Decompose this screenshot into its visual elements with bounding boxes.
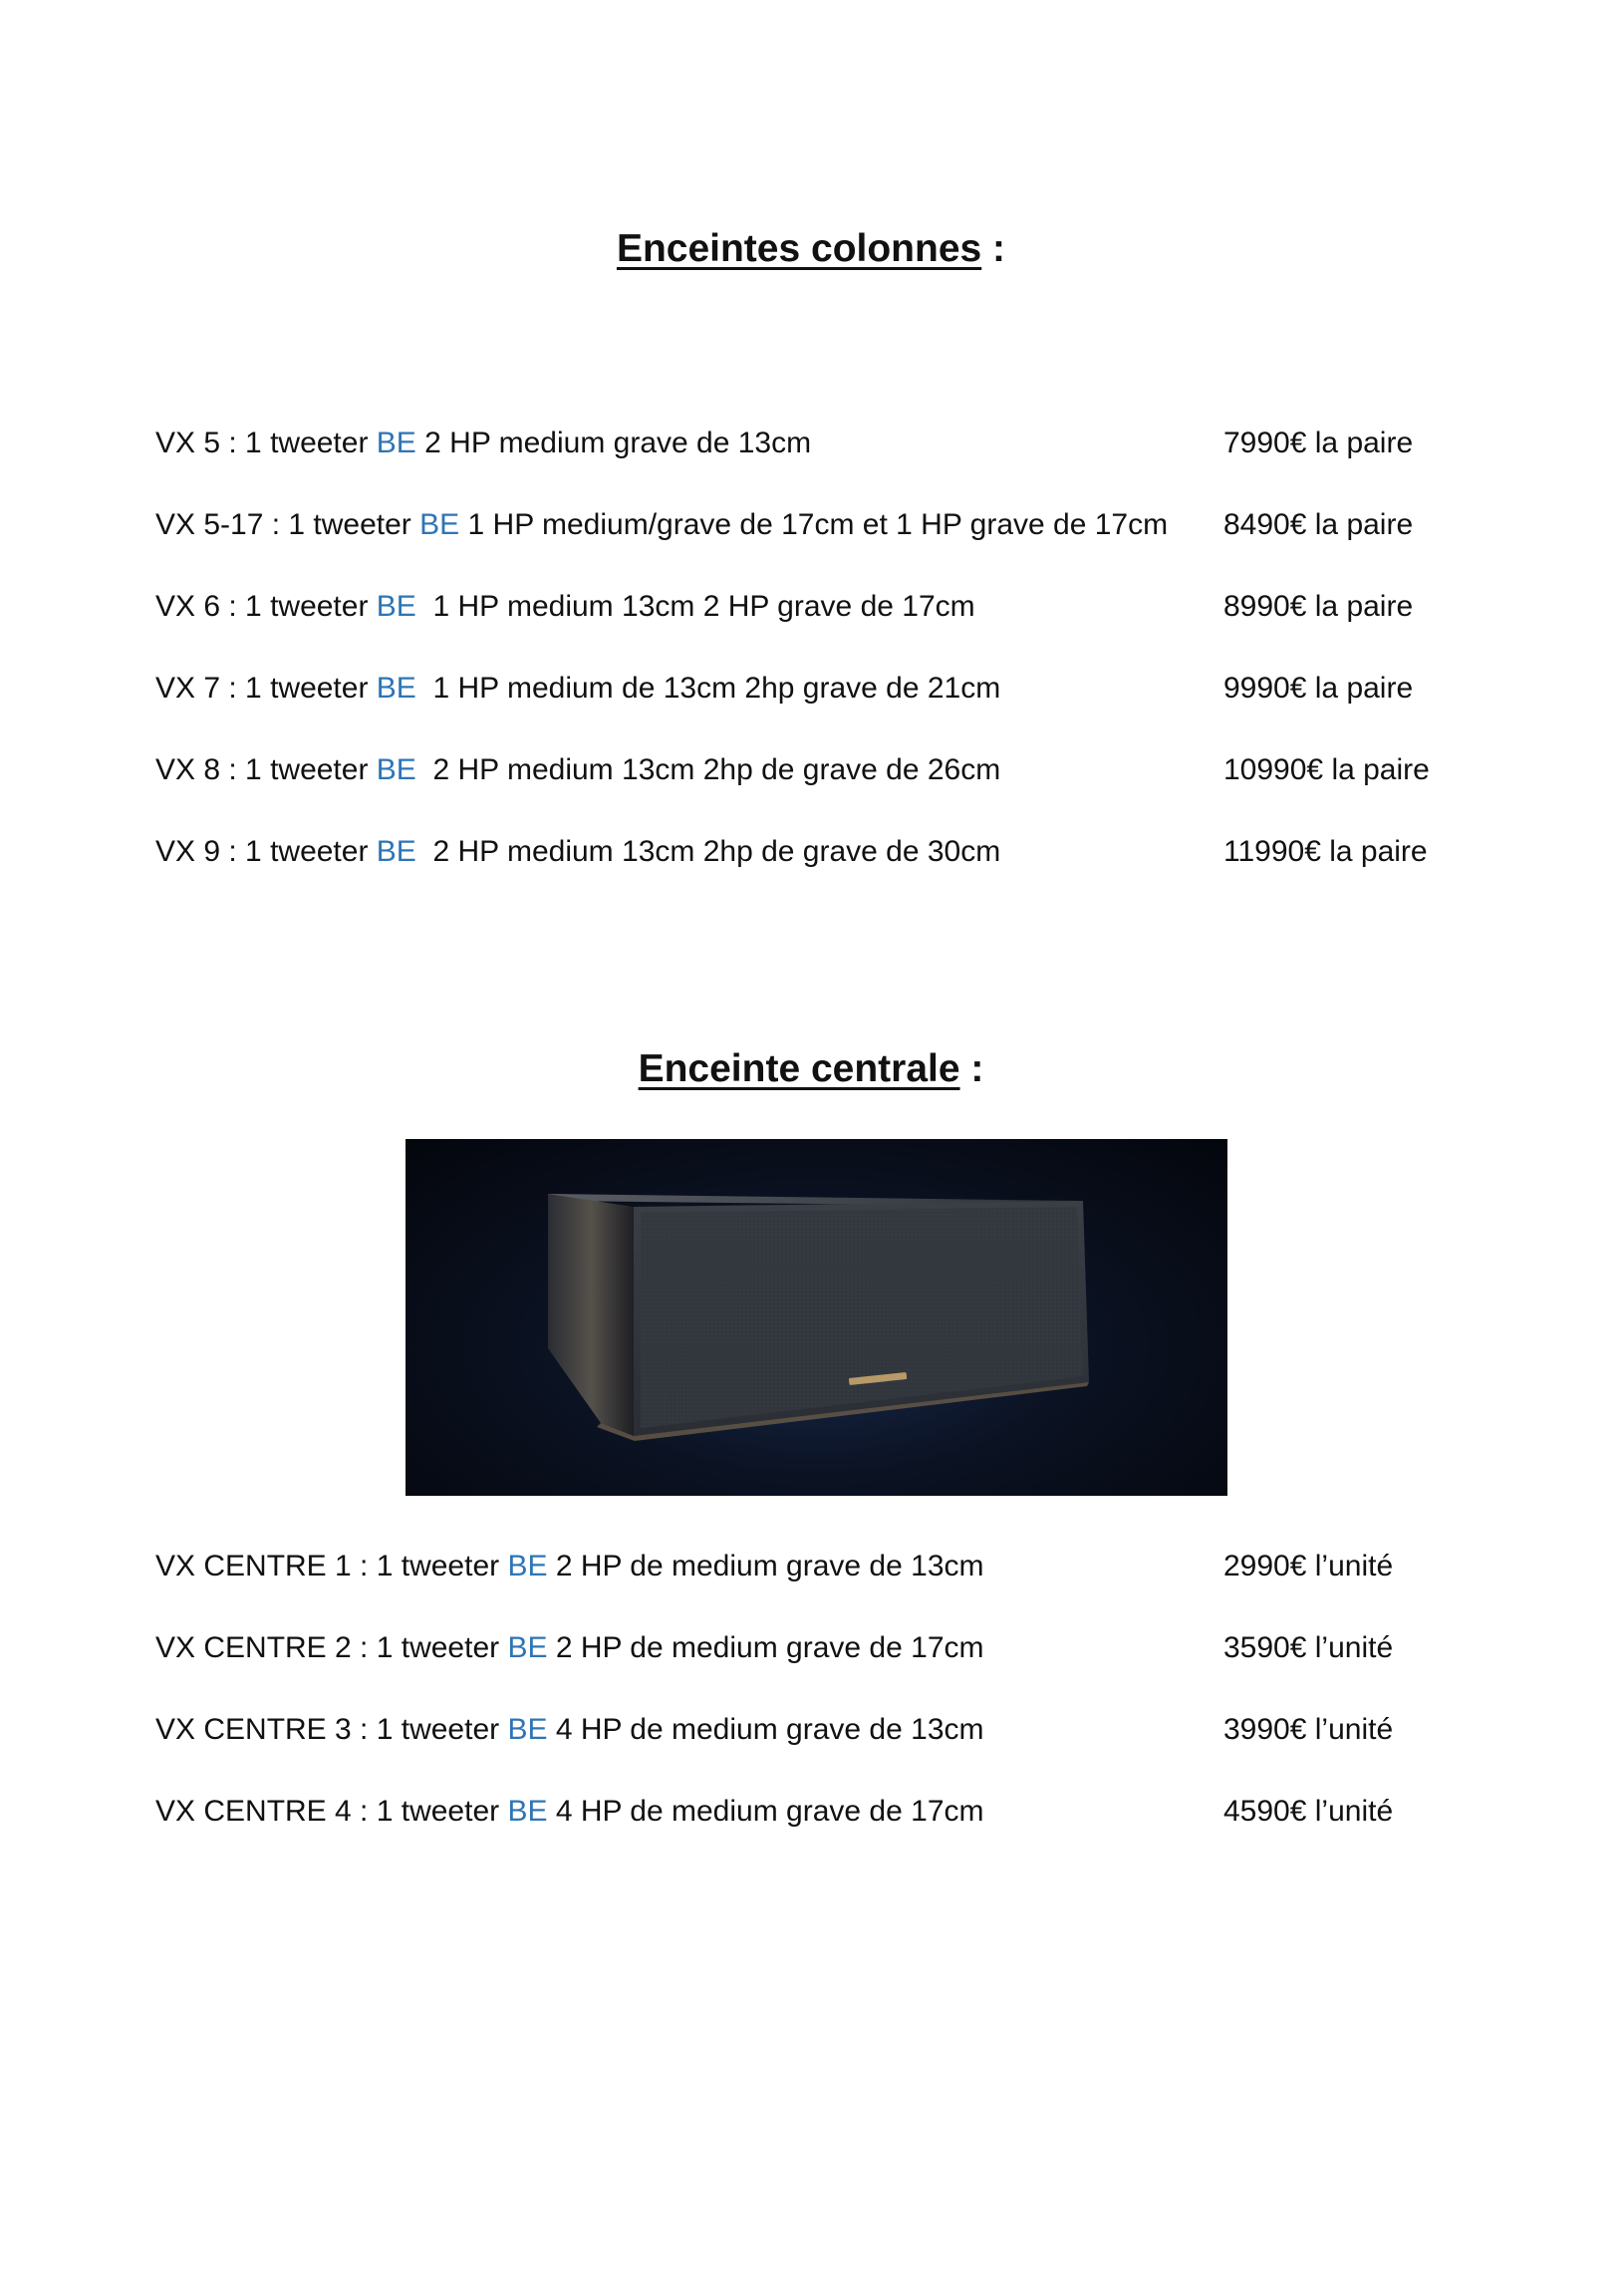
- centre-speaker-illustration: [406, 1139, 1227, 1496]
- row-model: VX 5 : 1 tweeter: [155, 427, 377, 459]
- colonnes-row: [155, 590, 1481, 630]
- row-model: VX CENTRE 2 : 1 tweeter: [155, 1631, 508, 1664]
- row-drivers: 2 HP medium 13cm 2hp de grave de 26cm: [415, 753, 1001, 786]
- row-price: 8490€ la paire: [1223, 508, 1414, 541]
- row-price: 3590€ l’unité: [1223, 1631, 1394, 1664]
- centrale-row: [155, 1713, 1481, 1753]
- centrale-row: [155, 1550, 1481, 1589]
- speaker-side-panel: [548, 1194, 634, 1436]
- row-tweeter-type: BE: [507, 1713, 548, 1746]
- row-tweeter-type: BE: [376, 427, 416, 459]
- row-description: [155, 1795, 984, 1829]
- row-description: [155, 753, 1000, 787]
- row-description: [155, 508, 1168, 542]
- section-title-centrale-text: Enceinte centrale: [638, 1047, 960, 1090]
- row-drivers: 2 HP de medium grave de 13cm: [547, 1550, 984, 1582]
- row-description: [155, 835, 1000, 869]
- row-price: 3990€ l’unité: [1223, 1713, 1394, 1746]
- colonnes-row: [155, 427, 1481, 466]
- row-model: VX 9 : 1 tweeter: [155, 835, 377, 868]
- speaker-grille-mesh: [641, 1207, 1083, 1428]
- row-model: VX 6 : 1 tweeter: [155, 590, 377, 623]
- section-title-colonnes: [0, 227, 1622, 271]
- row-drivers: 4 HP de medium grave de 13cm: [547, 1713, 984, 1746]
- row-tweeter-type: BE: [507, 1550, 548, 1582]
- section-title-centrale-suffix: :: [959, 1047, 984, 1090]
- row-tweeter-type: BE: [507, 1795, 548, 1828]
- row-description: [155, 672, 1000, 706]
- row-description: [155, 1550, 984, 1583]
- row-description: [155, 427, 811, 460]
- row-tweeter-type: BE: [376, 753, 416, 786]
- row-drivers: 1 HP medium 13cm 2 HP grave de 17cm: [415, 590, 975, 623]
- section-title-colonnes-suffix: :: [981, 227, 1006, 270]
- row-price: 4590€ l’unité: [1223, 1795, 1394, 1828]
- row-description: [155, 590, 975, 624]
- row-price: 10990€ la paire: [1223, 753, 1430, 786]
- colonnes-row: [155, 508, 1481, 548]
- row-drivers: 1 HP medium/grave de 17cm et 1 HP grave de 17cm: [459, 508, 1169, 541]
- row-price: 7990€ la paire: [1223, 427, 1414, 459]
- row-price: 8990€ la paire: [1223, 590, 1414, 623]
- row-drivers: 2 HP medium grave de 13cm: [415, 427, 812, 459]
- row-drivers: 1 HP medium de 13cm 2hp grave de 21cm: [415, 672, 1001, 705]
- section-title-centrale: [0, 1047, 1622, 1091]
- row-price: 9990€ la paire: [1223, 672, 1414, 705]
- row-model: VX 8 : 1 tweeter: [155, 753, 377, 786]
- row-drivers: 4 HP de medium grave de 17cm: [547, 1795, 984, 1828]
- row-model: VX 7 : 1 tweeter: [155, 672, 377, 705]
- centre-speaker-photo: [406, 1139, 1227, 1496]
- colonnes-row: [155, 672, 1481, 712]
- row-model: VX CENTRE 1 : 1 tweeter: [155, 1550, 508, 1582]
- row-description: [155, 1631, 984, 1665]
- row-tweeter-type: BE: [376, 835, 416, 868]
- colonnes-row: [155, 753, 1481, 793]
- row-drivers: 2 HP medium 13cm 2hp de grave de 30cm: [415, 835, 1001, 868]
- centrale-row: [155, 1795, 1481, 1835]
- row-price: 2990€ l’unité: [1223, 1550, 1394, 1582]
- row-tweeter-type: BE: [507, 1631, 548, 1664]
- row-price: 11990€ la paire: [1223, 835, 1428, 868]
- row-tweeter-type: BE: [376, 672, 416, 705]
- section-title-colonnes-text: Enceintes colonnes: [616, 227, 982, 270]
- colonnes-row: [155, 835, 1481, 875]
- row-model: VX CENTRE 3 : 1 tweeter: [155, 1713, 508, 1746]
- row-tweeter-type: BE: [419, 508, 460, 541]
- centrale-row: [155, 1631, 1481, 1671]
- row-model: VX CENTRE 4 : 1 tweeter: [155, 1795, 508, 1828]
- row-tweeter-type: BE: [376, 590, 416, 623]
- row-drivers: 2 HP de medium grave de 17cm: [547, 1631, 984, 1664]
- row-model: VX 5-17 : 1 tweeter: [155, 508, 420, 541]
- row-description: [155, 1713, 984, 1747]
